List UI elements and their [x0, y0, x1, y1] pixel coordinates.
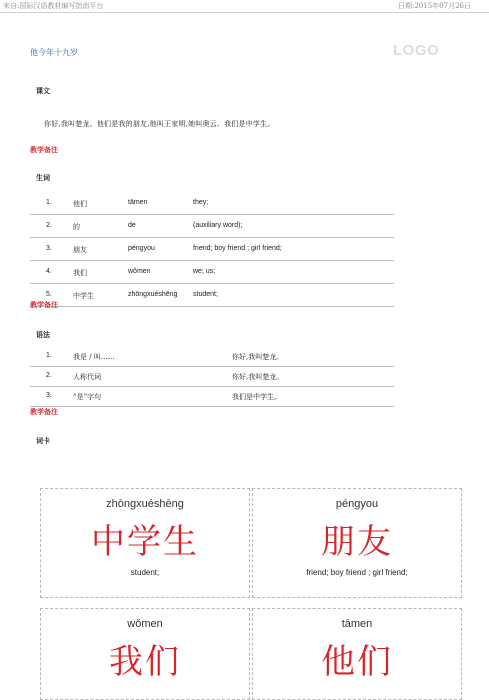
word-english: student; [193, 291, 218, 298]
source-label: 来自:国际汉语教材编写指南平台 [3, 2, 104, 10]
row-number: 5. [46, 291, 52, 298]
grammar-example: 你好,我叫楚龙。 [232, 353, 284, 361]
table-row [30, 367, 394, 387]
teaching-note-label: 教学备注 [30, 145, 58, 154]
word-card [40, 608, 250, 700]
card-hanzi: 他们 [321, 642, 393, 682]
word-pinyin: de [128, 222, 136, 229]
lesson-paragraph: 你好,我叫楚龙。他们是我的朋友,他叫王家明,她叫奥云。我们是中学生。 [44, 120, 275, 128]
card-pinyin: zhōngxuéshēng [106, 498, 184, 510]
card-pinyin: wǒmen [127, 618, 163, 630]
card-hanzi: 中学生 [91, 522, 199, 562]
row-number: 1. [46, 199, 52, 206]
grammar-example: 你好,我叫楚龙。 [232, 373, 284, 381]
table-row [30, 238, 394, 261]
word-english: friend; boy friend ; girl friend; [193, 245, 282, 252]
card-hanzi: 我们 [109, 642, 181, 682]
word-english: (auxiliary word); [193, 222, 243, 229]
word-pinyin: tāmen [128, 199, 148, 206]
word-card [252, 488, 462, 598]
grammar-example: 我们是中学生。 [232, 393, 281, 401]
table-row [30, 192, 394, 215]
word-hanzi: 朋友 [73, 246, 87, 254]
card-hanzi: 朋友 [321, 522, 393, 562]
table-row [30, 261, 394, 284]
row-number: 2. [46, 222, 52, 229]
section-heading-cards: 词卡 [36, 436, 50, 445]
grammar-point: “是”字句 [73, 393, 102, 401]
word-hanzi: 他们 [73, 200, 87, 208]
teaching-note-label: 教学备注 [30, 407, 58, 416]
row-number: 4. [46, 268, 52, 275]
word-hanzi: 的 [73, 223, 80, 231]
word-hanzi: 我们 [73, 269, 87, 277]
table-row [30, 347, 394, 367]
vocabulary-table [30, 192, 394, 307]
logo: LOGO [393, 42, 440, 59]
word-hanzi: 中学生 [73, 292, 94, 300]
row-number: 1. [46, 352, 52, 359]
card-pinyin: péngyou [335, 498, 379, 510]
row-number: 3. [46, 245, 52, 252]
word-card [252, 608, 462, 700]
word-english: we; us; [193, 268, 216, 275]
word-pinyin: péngyou [128, 245, 155, 252]
table-row [30, 215, 394, 238]
page-header [0, 0, 489, 13]
row-number: 3. [46, 392, 52, 399]
date-label: 日期:2015年07月26日 [398, 2, 471, 10]
word-pinyin: zhōngxuéshēng [128, 291, 178, 298]
section-heading-grammar: 语法 [36, 330, 50, 339]
word-pinyin: wǒmen [128, 268, 151, 275]
document-title: 他今年十九岁 [30, 48, 78, 57]
grammar-table [30, 347, 394, 407]
word-card [40, 488, 250, 598]
section-heading-vocab: 生词 [36, 173, 50, 182]
grammar-point: 我是 / 叫…… [73, 353, 115, 361]
word-english: they; [193, 199, 209, 206]
card-english: student; [130, 568, 160, 577]
table-row [30, 387, 394, 407]
grammar-point: 人称代词 [73, 373, 101, 381]
card-pinyin: tāmen [341, 618, 373, 630]
section-heading-text: 课文 [36, 86, 50, 95]
teaching-note-label: 教学备注 [30, 300, 58, 309]
row-number: 2. [46, 372, 52, 379]
card-english: friend; boy friend ; girl friend; [306, 568, 408, 577]
table-row [30, 284, 394, 307]
